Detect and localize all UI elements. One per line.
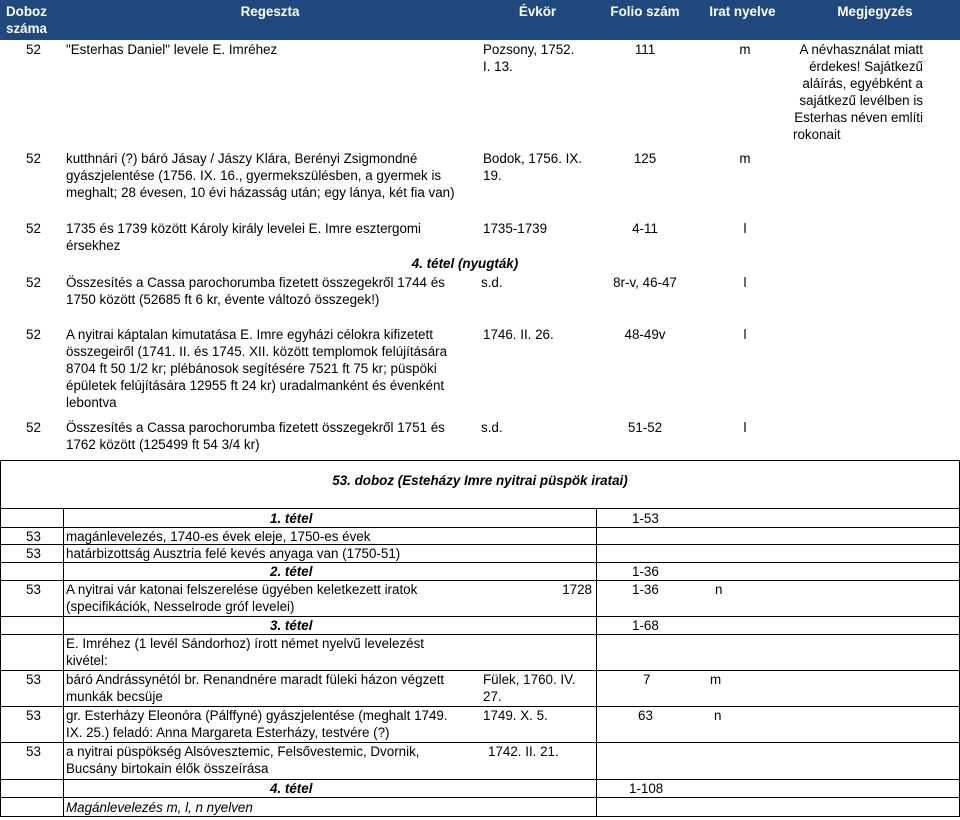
header-regeszta: Regeszta (240, 4, 300, 19)
language: m (739, 151, 751, 166)
divider (0, 816, 960, 817)
box-number: 52 (26, 42, 41, 57)
header-lang: Irat nyelve (709, 4, 776, 19)
year-text: 19. (483, 168, 502, 183)
tetel-1-label: 1. tétel (270, 511, 313, 526)
tetel-4-label: 4. tétel (270, 781, 313, 796)
folio-number: 8r-v, 46-47 (613, 275, 677, 290)
note-text: érdekes! Sajátkezű (809, 59, 923, 74)
regeszta-text: Magánlevelezés m, l, n nyelven (66, 800, 253, 815)
header-folio: Folio szám (610, 4, 680, 19)
year-text: 1746. II. 26. (483, 327, 554, 342)
regeszta-text: A nyitrai káptalan kimutatása E. Imre egyházi célokra kifizetett (66, 327, 433, 342)
divider (0, 779, 960, 780)
regeszta-text: 8704 ft 50 1/2 kr; plébánosok segítésére 7521 ft 75 kr; püspöki (66, 361, 437, 376)
folio-number: 4-11 (632, 221, 658, 236)
box-number: 52 (26, 275, 41, 290)
year-text: 1728 (562, 582, 592, 597)
folio-number: 7 (643, 672, 651, 687)
box-number: 53 (26, 529, 41, 544)
regeszta-text: kutthnári (?) báró Jásay / Jászy Klára, Berényi Zsigmondné (66, 151, 418, 166)
divider (0, 616, 960, 617)
folio-number: 63 (638, 708, 653, 723)
folio-number: 111 (634, 42, 656, 57)
folio-number: 48-49v (624, 327, 666, 342)
box-number: 53 (26, 708, 41, 723)
year-text: 1749. X. 5. (483, 708, 548, 723)
language: m (739, 42, 751, 57)
note-text: rokonait (793, 127, 841, 142)
year-text: I. 13. (483, 59, 513, 74)
header-year: Évkör (518, 4, 557, 19)
regeszta-text: (specifikációk, Nesselrode gróf levelei) (66, 599, 295, 614)
regeszta-text: A nyitrai vár katonai felszerelése ügyében keletkezett iratok (66, 582, 418, 597)
year-text: s.d. (481, 420, 503, 435)
regeszta-text: 1735 és 1739 között Károly király levelei E. Imre esztergomi (66, 221, 422, 236)
regeszta-text: 1750 között (52685 ft 6 kr, évente változó összegek!) (66, 292, 380, 307)
language: l (743, 327, 747, 342)
note-text: aláírás, egyébként a (802, 76, 923, 91)
year-text: 1742. II. 21. (488, 744, 559, 759)
language: l (743, 420, 747, 435)
regeszta-text: összegeiről (1741. II. és 1745. XII. között templomok felújítására (66, 344, 448, 359)
box-number: 52 (26, 327, 41, 342)
regeszta-text: meghalt; 28 évesen, 10 évi házasság után; egy lánya, két fia van) (66, 185, 455, 200)
divider (0, 460, 960, 461)
regeszta-text: a nyitrai püspökség Alsóvesztemic, Felsővestemic, Dvornik, (66, 744, 420, 759)
box-number: 53 (26, 582, 41, 597)
tetel-3-range: 1-68 (632, 618, 659, 633)
regeszta-text: "Esterhas Daniel" levele E. Imréhez (66, 42, 278, 57)
regeszta-text: magánlevelezés, 1740-es évek eleje, 1750-es évek (66, 529, 371, 544)
header-box-no: Doboz (6, 4, 47, 19)
divider (596, 508, 597, 816)
regeszta-text: kivétel: (66, 653, 108, 668)
tetel-2-range: 1-36 (632, 564, 659, 579)
regeszta-text: érsekhez (66, 238, 121, 253)
regeszta-text: báró Andrássynétól br. Renandnére maradt füleki házon végzett (66, 672, 445, 687)
box-number: 53 (26, 744, 41, 759)
regeszta-text: Bucsány birtokain élők összeírása (66, 761, 269, 776)
regeszta-text: gr. Esterházy Eleonóra (Pálffyné) gyászjelentése (meghalt 1749. (66, 708, 448, 723)
divider (0, 508, 960, 509)
box-number: 52 (26, 151, 41, 166)
folio-number: 1-36 (632, 582, 659, 597)
divider (0, 508, 1, 816)
year-text: 1735-1739 (483, 221, 548, 236)
year-text: Pozsony, 1752. (483, 42, 575, 57)
regeszta-text: IX. 25.) feladó: Anna Margareta Esterházy, testvére (?) (66, 725, 390, 740)
regeszta-text: Összesítés a Cassa parochorumba fizetett összegekről 1751 és (66, 420, 445, 435)
year-text: Bodok, 1756. IX. (483, 151, 583, 166)
header-notes: Megjegyzés (837, 4, 913, 19)
tetel-2-label: 2. tétel (270, 564, 313, 579)
language: l (743, 275, 747, 290)
folio-number: 51-52 (627, 420, 663, 435)
divider (63, 508, 64, 816)
regeszta-text: gyászjelentése (1756. IX. 16., gyermekszülésben, a gyermek is (66, 168, 442, 183)
box-53-title: 53. doboz (Esteházy Imre nyitrai püspök iratai) (332, 473, 628, 488)
folio-number: 125 (633, 151, 657, 166)
tetel-3-label: 3. tétel (270, 618, 313, 633)
divider (0, 562, 960, 563)
language: n (715, 582, 723, 597)
tetel-4-label: 4. tétel (nyugták) (411, 256, 519, 271)
box-number: 52 (26, 221, 41, 236)
box-number: 52 (26, 420, 41, 435)
regeszta-text: határbizottság Ausztria felé kevés anyaga van (1750-51) (66, 546, 401, 561)
note-text: sajátkezű levélben is (799, 93, 923, 108)
language: n (714, 708, 722, 723)
year-text: 27. (483, 689, 502, 704)
language: m (710, 672, 722, 687)
note-text: A névhasználat miatt (799, 42, 923, 57)
header-box-no-2: száma (6, 21, 47, 36)
tetel-4-range: 1-108 (629, 781, 664, 796)
box-number: 53 (26, 546, 41, 561)
regeszta-text: Összesítés a Cassa parochorumba fizetett összegekről 1744 és (66, 275, 445, 290)
regeszta-text: épületek felújítására 12955 ft 24 kr) uradalmanként és évenként (66, 378, 445, 393)
tetel-1-range: 1-53 (632, 511, 659, 526)
regeszta-text: munkák becsüje (66, 689, 163, 704)
regeszta-text: E. Imréhez (1 levél Sándorhoz) írott német nyelvű levelezést (66, 636, 424, 651)
divider (0, 797, 960, 798)
regeszta-text: lebontva (66, 395, 117, 410)
note-text: Esterhas néven említi (794, 110, 923, 125)
box-number: 53 (26, 672, 41, 687)
year-text: Fülek, 1760. IV. (483, 672, 576, 687)
year-text: s.d. (481, 275, 503, 290)
language: l (743, 221, 747, 236)
regeszta-text: 1762 között (125499 ft 54 3/4 kr) (66, 437, 260, 452)
